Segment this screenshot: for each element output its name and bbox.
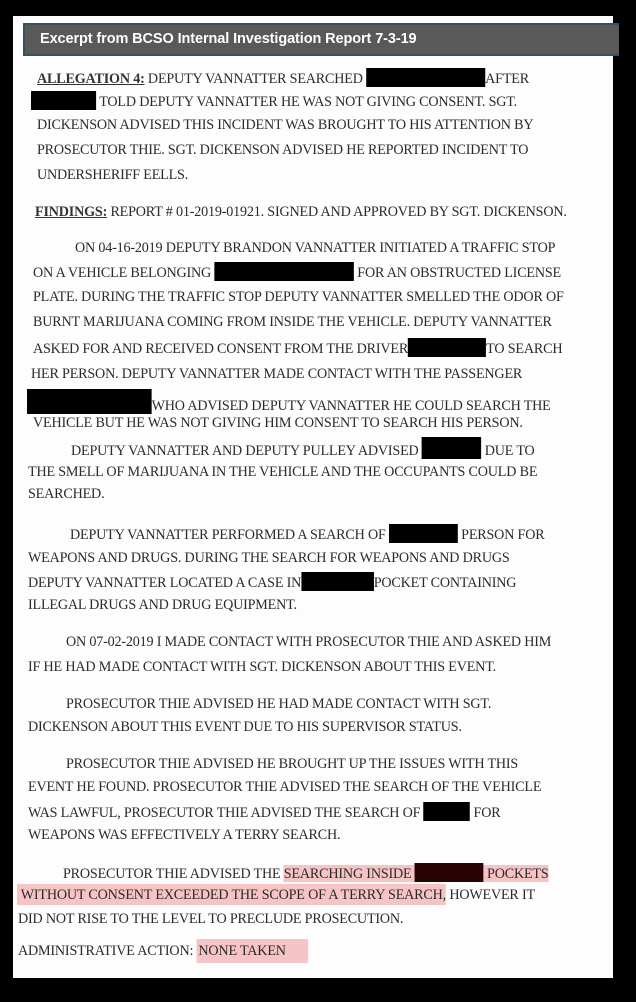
- administrative-action-value: NONE TAKEN: [197, 939, 309, 963]
- para5-line-2: DICKENSON ABOUT THIS EVENT DUE TO HIS SUPERVISOR STATUS.: [28, 718, 462, 735]
- allegation-line-2: TOLD DEPUTY VANNATTER HE WAS NOT GIVING CONSENT. SGT.: [31, 91, 517, 111]
- excerpt-title-bar: [23, 23, 619, 56]
- para1-line-4: BURNT MARIJUANA COMING FROM INSIDE THE VEHICLE. DEPUTY VANNATTER: [33, 313, 552, 330]
- redaction-box: [31, 91, 96, 110]
- allegation-line-4: PROSECUTOR THIE. SGT. DICKENSON ADVISED HE REPORTED INCIDENT TO: [37, 141, 529, 158]
- findings-line: FINDINGS: REPORT # 01-2019-01921. SIGNED AND APPROVED BY SGT. DICKENSON.: [35, 203, 567, 220]
- highlight-scope-continued: WITHOUT CONSENT EXCEEDED THE SCOPE OF A TERRY SEARCH,: [17, 884, 446, 905]
- para3-line-1: DEPUTY VANNATTER PERFORMED A SEARCH OF PERSON FOR: [70, 526, 545, 543]
- para3-line-4: ILLEGAL DRUGS AND DRUG EQUIPMENT.: [28, 596, 297, 613]
- para1-line-7: WHO ADVISED DEPUTY VANNATTER HE COULD SEARCH THE: [27, 389, 551, 415]
- highlight-scope: SEARCHING INSIDE POCKETS: [283, 865, 549, 882]
- excerpt-title: Excerpt from BCSO Internal Investigation Report 7-3-19: [40, 31, 417, 47]
- para6-line-2: EVENT HE FOUND. PROSECUTOR THIE ADVISED THE SEARCH OF THE VEHICLE: [28, 778, 542, 795]
- para2-line-1: DEPUTY VANNATTER AND DEPUTY PULLEY ADVISED DUE TO: [71, 437, 535, 460]
- para4-line-1: ON 07-02-2019 I MADE CONTACT WITH PROSECUTOR THIE AND ASKED HIM: [66, 633, 552, 650]
- redaction-box: [27, 389, 152, 414]
- para6-line-3: WAS LAWFUL, PROSECUTOR THIE ADVISED THE SEARCH OF FOR: [28, 804, 501, 821]
- para1-line-5: ASKED FOR AND RECEIVED CONSENT FROM THE DRIVER TO SEARCH: [33, 340, 563, 357]
- para1-line-2: ON A VEHICLE BELONGING FOR AN OBSTRUCTED LICENSE: [33, 264, 562, 281]
- para5-line-1: PROSECUTOR THIE ADVISED HE HAD MADE CONTACT WITH SGT.: [66, 695, 492, 712]
- redaction-box: [301, 572, 374, 591]
- para4-line-2: IF HE HAD MADE CONTACT WITH SGT. DICKENSON ABOUT THIS EVENT.: [28, 658, 496, 675]
- para3-line-2: WEAPONS AND DRUGS. DURING THE SEARCH FOR WEAPONS AND DRUGS: [28, 549, 510, 566]
- para7-line-2: WITHOUT CONSENT EXCEEDED THE SCOPE OF A TERRY SEARCH, HOWEVER IT: [17, 886, 535, 904]
- redaction-box: [422, 437, 482, 459]
- para1-line-1: ON 04-16-2019 DEPUTY BRANDON VANNATTER INITIATED A TRAFFIC STOP: [75, 239, 556, 256]
- document-page: [13, 16, 613, 978]
- allegation-line-5: UNDERSHERIFF EELLS.: [37, 166, 189, 183]
- allegation-line-3: DICKENSON ADVISED THIS INCIDENT WAS BROUGHT TO HIS ATTENTION BY: [37, 116, 534, 133]
- administrative-action-label: ADMINISTRATIVE ACTION:: [18, 942, 197, 959]
- para6-line-4: WEAPONS WAS EFFECTIVELY A TERRY SEARCH.: [28, 826, 341, 843]
- para1-line-6: HER PERSON. DEPUTY VANNATTER MADE CONTACT WITH THE PASSENGER: [31, 365, 523, 382]
- para2-line-2: THE SMELL OF MARIJUANA IN THE VEHICLE AND THE OCCUPANTS COULD BE: [28, 463, 538, 480]
- para2-line-3: SEARCHED.: [28, 485, 105, 502]
- para7-line-3: DID NOT RISE TO THE LEVEL TO PRECLUDE PROSECUTION.: [18, 910, 404, 927]
- redaction-box: [415, 863, 484, 882]
- redaction-box: [214, 262, 354, 281]
- para1-line-3: PLATE. DURING THE TRAFFIC STOP DEPUTY VANNATTER SMELLED THE ODOR OF: [33, 288, 564, 305]
- para7-line-1: PROSECUTOR THIE ADVISED THE SEARCHING INSIDE POCKETS: [63, 865, 549, 882]
- redaction-box: [408, 338, 486, 357]
- redaction-box: [389, 524, 458, 543]
- para6-line-1: PROSECUTOR THIE ADVISED HE BROUGHT UP THE ISSUES WITH THIS: [66, 755, 519, 772]
- findings-label: FINDINGS:: [35, 203, 108, 220]
- allegation-line-1: ALLEGATION 4: DEPUTY VANNATTER SEARCHED AFTER: [37, 70, 529, 87]
- allegation-label: ALLEGATION 4:: [37, 70, 145, 87]
- redaction-box: [366, 68, 485, 87]
- para3-line-3: DEPUTY VANNATTER LOCATED A CASE IN POCKET CONTAINING: [28, 574, 517, 591]
- redaction-box: [424, 802, 471, 821]
- administrative-action-line: [18, 942, 308, 960]
- para1-line-8: VEHICLE BUT HE WAS NOT GIVING HIM CONSENT TO SEARCH HIS PERSON.: [33, 414, 523, 431]
